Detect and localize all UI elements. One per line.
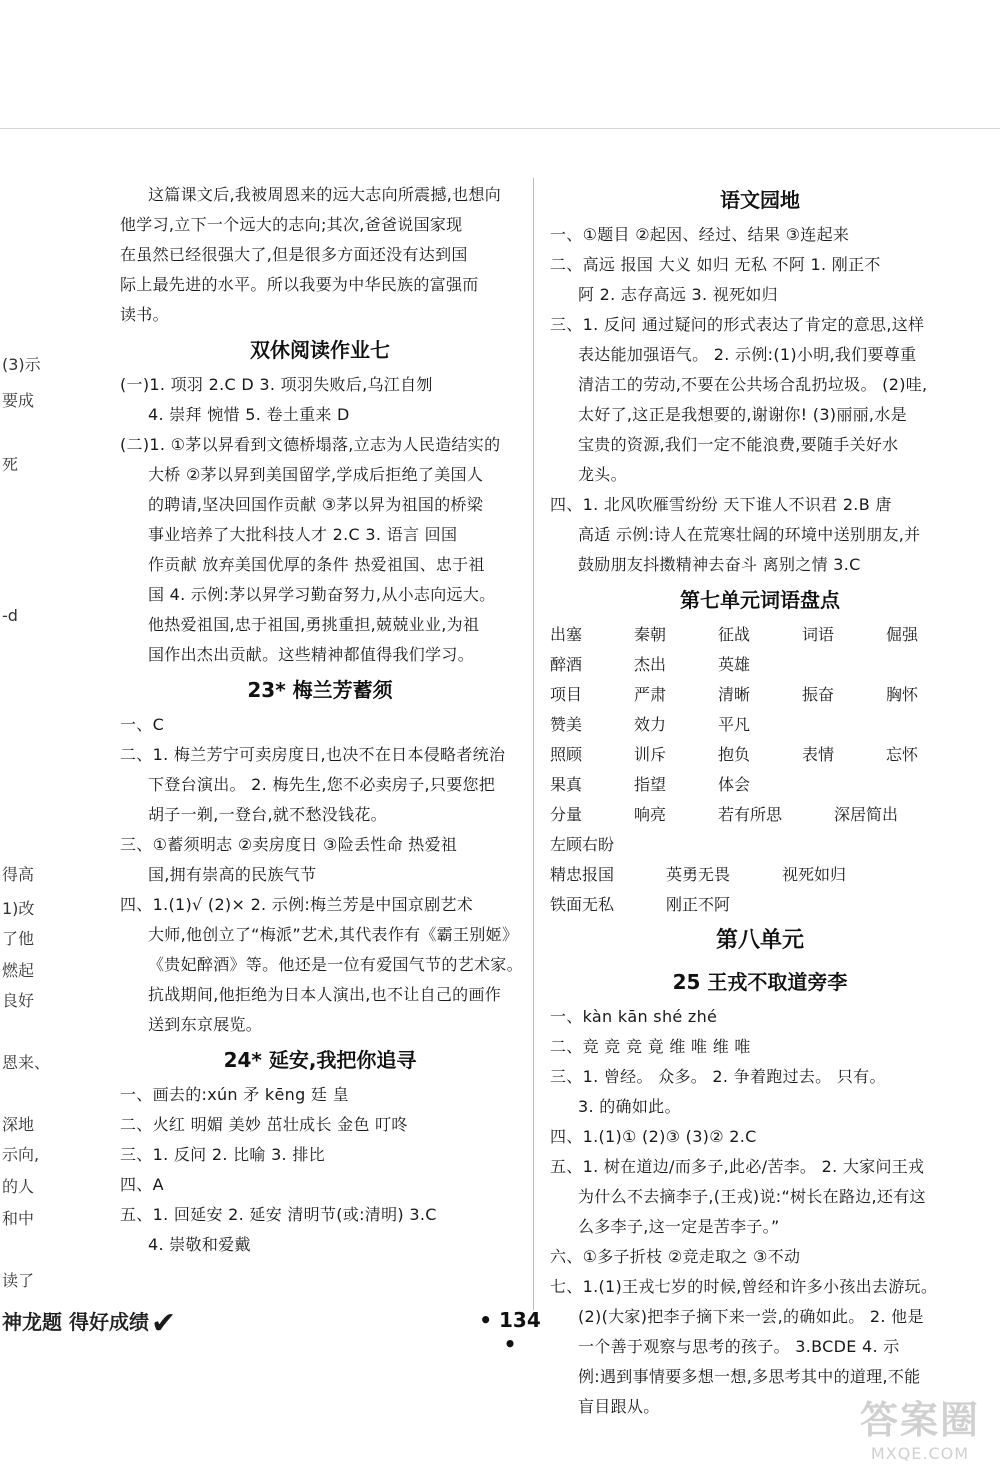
vocab-word: 抱负 [718,745,751,764]
answer-line: 四、A [120,1175,164,1194]
answer-line: 龙头。 [578,465,627,484]
answer-line: 下登台演出。 2. 梅先生,您不必卖房子,只要您把 [148,775,496,794]
vocab-word: 杰出 [634,655,667,674]
answer-line: 一、kàn kān shé zhé [550,1007,718,1026]
top-divider [0,128,1000,129]
brand-slogan [2,1306,176,1341]
vocab-row [550,800,970,860]
vocab-word: 刚正不阿 [666,895,731,914]
answer-line: 这篇课文后,我被周恩来的远大志向所震撼,也想向 [148,185,502,204]
vocab-word: 响亮 [634,805,667,824]
vocab-word: 效力 [634,715,667,734]
answer-line: (一)1. 项羽 2.C D 3. 项羽失败后,乌江自刎 [120,375,433,394]
edge-fragment: -d [2,606,18,625]
vocab-word: 表情 [802,745,835,764]
vocab-word: 词语 [802,625,835,644]
vocab-word: 项目 [550,685,583,704]
answer-line: 为什么不去摘李子,(王戎)说:“树长在路边,还有这 [578,1187,926,1206]
answer-line: 一、C [120,715,165,734]
answer-line: 盲目跟从。 [578,1397,660,1416]
vocab-word: 视死如归 [782,865,847,884]
answer-line: 送到东京展览。 [148,1015,263,1034]
answer-line: 在虽然已经很强大了,但是很多方面还没有达到国 [120,245,468,264]
watermark-text: 答案圈 [859,1398,980,1442]
answer-line: 的聘请,坚决回国作贡献 ③茅以昇为祖国的桥梁 [148,495,484,514]
page-footer [0,1300,1000,1360]
vocab-word: 英雄 [718,655,751,674]
answer-line: 国作出杰出贡献。这些精神都值得我们学习。 [148,645,475,664]
edge-fragment: 读了 [2,1271,35,1290]
section-title: 双休阅读作业七 [250,338,390,362]
answer-line: 三、1. 反问 2. 比喻 3. 排比 [120,1145,325,1164]
vocab-word: 严肃 [634,685,667,704]
answer-line: 三、①蓄须明志 ②卖房度日 ③险丢性命 热爱祖 [120,835,458,854]
brand-text: 神龙题 得好成绩 [2,1310,149,1334]
answer-line: 五、1. 树在道边/而多子,此必/苦李。 2. 大家问王戎 [550,1157,925,1176]
vocab-row [550,860,970,920]
vocab-row [550,620,970,680]
vocab-word: 平凡 [718,715,751,734]
edge-fragment: 良好 [2,991,35,1010]
blank-page-top [0,0,1000,130]
vocab-word: 振奋 [802,685,835,704]
vocab-word: 英勇无畏 [666,865,731,884]
answer-line: (2)(大家)把李子摘下来一尝,的确如此。 2. 他是 [578,1307,924,1326]
answer-line: 四、1.(1)√ (2)× 2. 示例:梅兰芳是中国京剧艺术 [120,895,474,914]
adjacent-page-edge [2,0,50,1300]
vocab-word: 深居简出 [834,805,899,824]
vocab-word: 左顾右盼 [550,835,615,854]
answer-line: 清洁工的劳动,不要在公共场合乱扔垃圾。 (2)哇, [578,375,928,394]
answer-line: 3. 的确如此。 [578,1097,681,1116]
vocab-table [550,620,970,920]
edge-fragment: 恩来、 [2,1053,51,1072]
unit-title: 第八单元 [715,928,804,953]
answer-line: 例:遇到事情要多想一想,多思考其中的道理,不能 [578,1367,921,1386]
answer-line: 际上最先进的水平。所以我要为中华民族的富强而 [120,275,479,294]
checkmark-icon: ✔ [150,1306,177,1341]
answer-line: 二、高远 报国 大义 如归 无私 不阿 1. 刚正不 [550,255,881,274]
edge-fragment: 燃起 [2,961,35,980]
vocab-word: 胸怀 [886,685,919,704]
left-column [120,180,523,1260]
answer-line: 读书。 [120,305,169,324]
answer-line: (二)1. ①茅以昇看到文德桥塌落,立志为人民造结实的 [120,435,501,454]
vocab-word: 清晰 [718,685,751,704]
answer-line: 二、火红 明媚 美妙 茁壮成长 金色 叮咚 [120,1115,408,1134]
vocab-word: 铁面无私 [550,895,615,914]
answer-line: 五、1. 回延安 2. 延安 清明节(或:清明) 3.C [120,1205,437,1224]
edge-fragment: 示向, [2,1145,40,1164]
answer-line: 4. 崇拜 惋惜 5. 卷土重来 D [148,405,350,424]
edge-fragment: 和中 [2,1209,35,1228]
answer-line: 七、1.(1)王戎七岁的时候,曾经和许多小孩出去游玩。 [550,1277,938,1296]
vocab-row [550,740,970,800]
vocab-word: 赞美 [550,715,583,734]
vocab-word: 果真 [550,775,583,794]
vocab-word: 体会 [718,775,751,794]
right-column [550,180,970,1422]
answer-line: 阿 2. 志存高远 3. 视死如归 [578,285,778,304]
answer-line: 么多李子,这一定是苦李子。” [578,1217,780,1236]
edge-fragment: 得高 [2,865,35,884]
answer-line: 鼓励朋友抖擞精神去奋斗 离别之情 3.C [578,555,861,574]
column-divider [533,178,534,1310]
answer-line: 宝贵的资源,我们一定不能浪费,要随手关好水 [578,435,899,454]
answer-line: 大桥 ②茅以昇到美国留学,学成后拒绝了美国人 [148,465,484,484]
edge-fragment: (3)示 [2,355,41,374]
answer-line: 一、画去的:xún 矛 kēng 廷 皇 [120,1085,349,1104]
vocab-word: 秦朝 [634,625,667,644]
edge-fragment: 深地 [2,1115,35,1134]
answer-line: 太好了,这正是我想要的,谢谢你! (3)丽丽,水是 [578,405,907,424]
answer-line: 二、1. 梅兰芳宁可卖房度日,也决不在日本侵略者统治 [120,745,506,764]
answer-line: 三、1. 反问 通过疑问的形式表达了肯定的意思,这样 [550,315,925,334]
answer-line: 事业培养了大批科技人才 2.C 3. 语言 回国 [148,525,458,544]
edge-fragment: 死 [2,455,19,474]
answer-line: 一个善于观察与思考的孩子。 3.BCDE 4. 示 [578,1337,900,1356]
answer-line: 四、1. 北风吹雁雪纷纷 天下谁人不识君 2.B 唐 [550,495,892,514]
section-title: 24* 延安,我把你追寻 [223,1048,417,1072]
watermark [860,1389,980,1463]
answer-line: 一、①题目 ②起因、经过、结果 ③连起来 [550,225,850,244]
section-title: 语文园地 [720,188,800,212]
vocab-word: 征战 [718,625,751,644]
answer-line: 4. 崇敬和爱戴 [148,1235,251,1254]
answer-line: 胡子一剃,一登台,就不愁没钱花。 [148,805,387,824]
answer-line: 《贵妃醉酒》等。他还是一位有爱国气节的艺术家。 [148,955,523,974]
watermark-url: MXQE.COM [870,1444,970,1463]
answer-line: 六、①多子折枝 ②竞走取之 ③不动 [550,1247,801,1266]
edge-fragment: 1)改 [2,899,35,918]
answer-line: 三、1. 曾经。 众多。 2. 争着跑过去。 只有。 [550,1067,886,1086]
answer-line: 国,拥有崇高的民族气节 [148,865,317,884]
vocab-word: 训斥 [634,745,667,764]
answer-line: 国 4. 示例:茅以昇学习勤奋努力,从小志向远大。 [148,585,496,604]
answer-line: 四、1.(1)① (2)③ (3)② 2.C [550,1127,757,1146]
edge-fragment: 要成 [2,391,35,410]
vocab-word: 分量 [550,805,583,824]
section-title: 第七单元词语盘点 [680,588,840,612]
vocab-word: 若有所思 [718,805,783,824]
section-title: 25 王戎不取道旁李 [672,970,848,994]
vocab-word: 倔强 [886,625,919,644]
vocab-word: 忘怀 [886,745,919,764]
edge-fragment: 了他 [2,929,35,948]
answer-line: 大师,他创立了“梅派”艺术,其代表作有《霸王别姬》 [148,925,519,944]
edge-fragment: 的人 [2,1177,35,1196]
vocab-row [550,680,970,740]
vocab-word: 醉酒 [550,655,583,674]
answer-line: 高适 示例:诗人在荒寒壮阔的环境中送别朋友,并 [578,525,921,544]
answer-line: 他热爱祖国,忠于祖国,勇挑重担,兢兢业业,为祖 [148,615,480,634]
page-number: • 134 • [479,1308,541,1356]
answer-line: 他学习,立下一个远大的志向;其次,爸爸说国家现 [120,215,463,234]
vocab-word: 照顾 [550,745,583,764]
answer-line: 表达能加强语气。 2. 示例:(1)小明,我们要尊重 [578,345,917,364]
vocab-word: 指望 [634,775,667,794]
answer-line: 作贡献 放弃美国优厚的条件 热爱祖国、忠于祖 [148,555,485,574]
section-title: 23* 梅兰芳蓄须 [247,678,393,702]
answer-line: 二、竞 竞 竞 竟 维 唯 维 唯 [550,1037,751,1056]
vocab-word: 精忠报国 [550,865,615,884]
answer-line: 抗战期间,他拒绝为日本人演出,也不让自己的画作 [148,985,502,1004]
vocab-word: 出塞 [550,625,583,644]
